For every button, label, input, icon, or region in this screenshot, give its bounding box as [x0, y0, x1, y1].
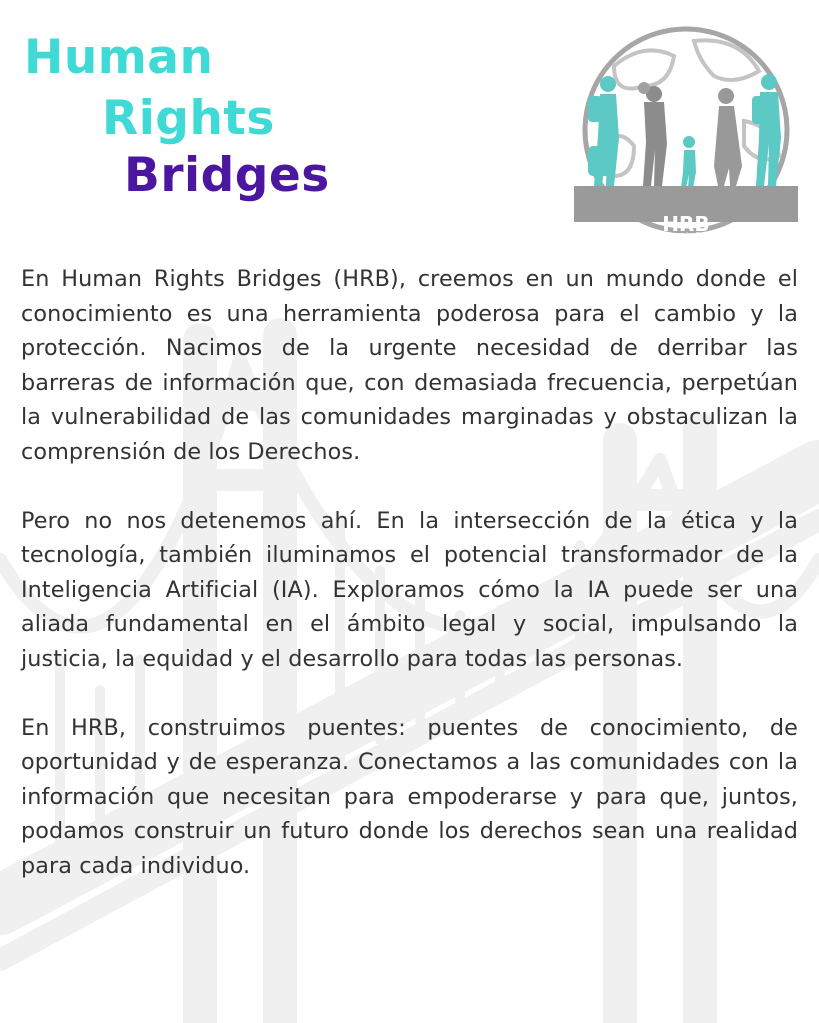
logo-tagline: Un Puente Digital para los Derechos Humanos: [622, 232, 750, 238]
globe-people-icon: [574, 26, 804, 236]
body-text: [21, 262, 798, 918]
title-line-rights: Rights: [102, 91, 275, 146]
hrb-logo: [574, 26, 804, 236]
title-line-human: Human: [24, 30, 214, 85]
title-line-bridges: Bridges: [124, 148, 330, 203]
logo-acronym: HRB: [662, 212, 710, 236]
paragraph-ai: Pero no nos detenemos ahí. En la intersección de la ética y la tecnología, también iluminamos el potencial transformador de la Inteligencia Artificial (IA). Exploramos cómo la IA puede ser una aliada fundamental en el ámbito legal y social, impulsando la justicia, la equidad y el desarrollo para todas las personas.: [21, 507, 798, 672]
paragraph-intro: En Human Rights Bridges (HRB), creemos en un mundo donde el conocimiento es una herramienta poderosa para el cambio y la protección. Nacimos de la urgente necesidad de derribar las barreras de información que, con demasiada frecuencia, perpetúan la vulnerabilidad de las comunidades marginadas y obstaculizan la comprensión de los Derechos.: [21, 266, 798, 465]
paragraph-bridges: En HRB, construimos puentes: puentes de conocimiento, de oportunidad y de esperanza. Conectamos a las comunidades con la información que necesitan para empoderarse y para que, juntos, podamos construir un futuro donde los derechos sean una realidad para cada individuo.: [21, 714, 798, 879]
